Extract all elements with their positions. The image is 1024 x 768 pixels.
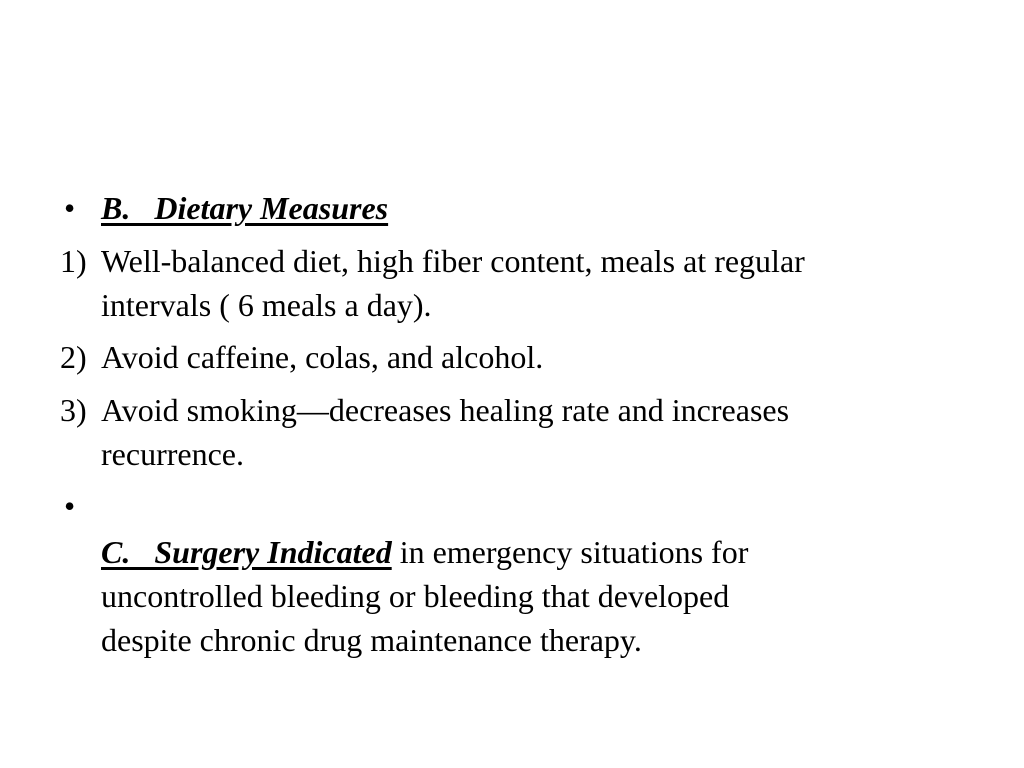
bullet-marker: •	[64, 190, 76, 226]
section-c-line: despite chronic drug maintenance therapy.	[101, 622, 642, 658]
section-c-text	[101, 530, 981, 662]
section-c-heading: C. Surgery Indicated	[101, 534, 392, 570]
item-number: 3)	[60, 392, 87, 428]
item-line: Avoid smoking—decreases healing rate and increases	[101, 392, 790, 428]
item-line: recurrence.	[101, 436, 244, 472]
section-c-line: uncontrolled bleeding or bleeding that developed	[101, 578, 730, 614]
section-b-heading: B. Dietary Measures	[101, 190, 389, 226]
item-text	[101, 335, 981, 379]
section-c-line1-rest: in emergency situations for	[391, 534, 749, 570]
section-c-first-line	[101, 530, 981, 574]
item-text	[101, 239, 981, 327]
item-text	[101, 388, 981, 476]
section-b-heading-wrap	[101, 186, 981, 230]
item-line: Avoid caffeine, colas, and alcohol.	[101, 339, 544, 375]
item-line: Well-balanced diet, high fiber content, meals at regular	[101, 243, 805, 279]
bullet-marker: •	[64, 488, 76, 524]
item-number: 2)	[60, 339, 87, 375]
item-number: 1)	[60, 243, 87, 279]
item-line: intervals ( 6 meals a day).	[101, 287, 432, 323]
